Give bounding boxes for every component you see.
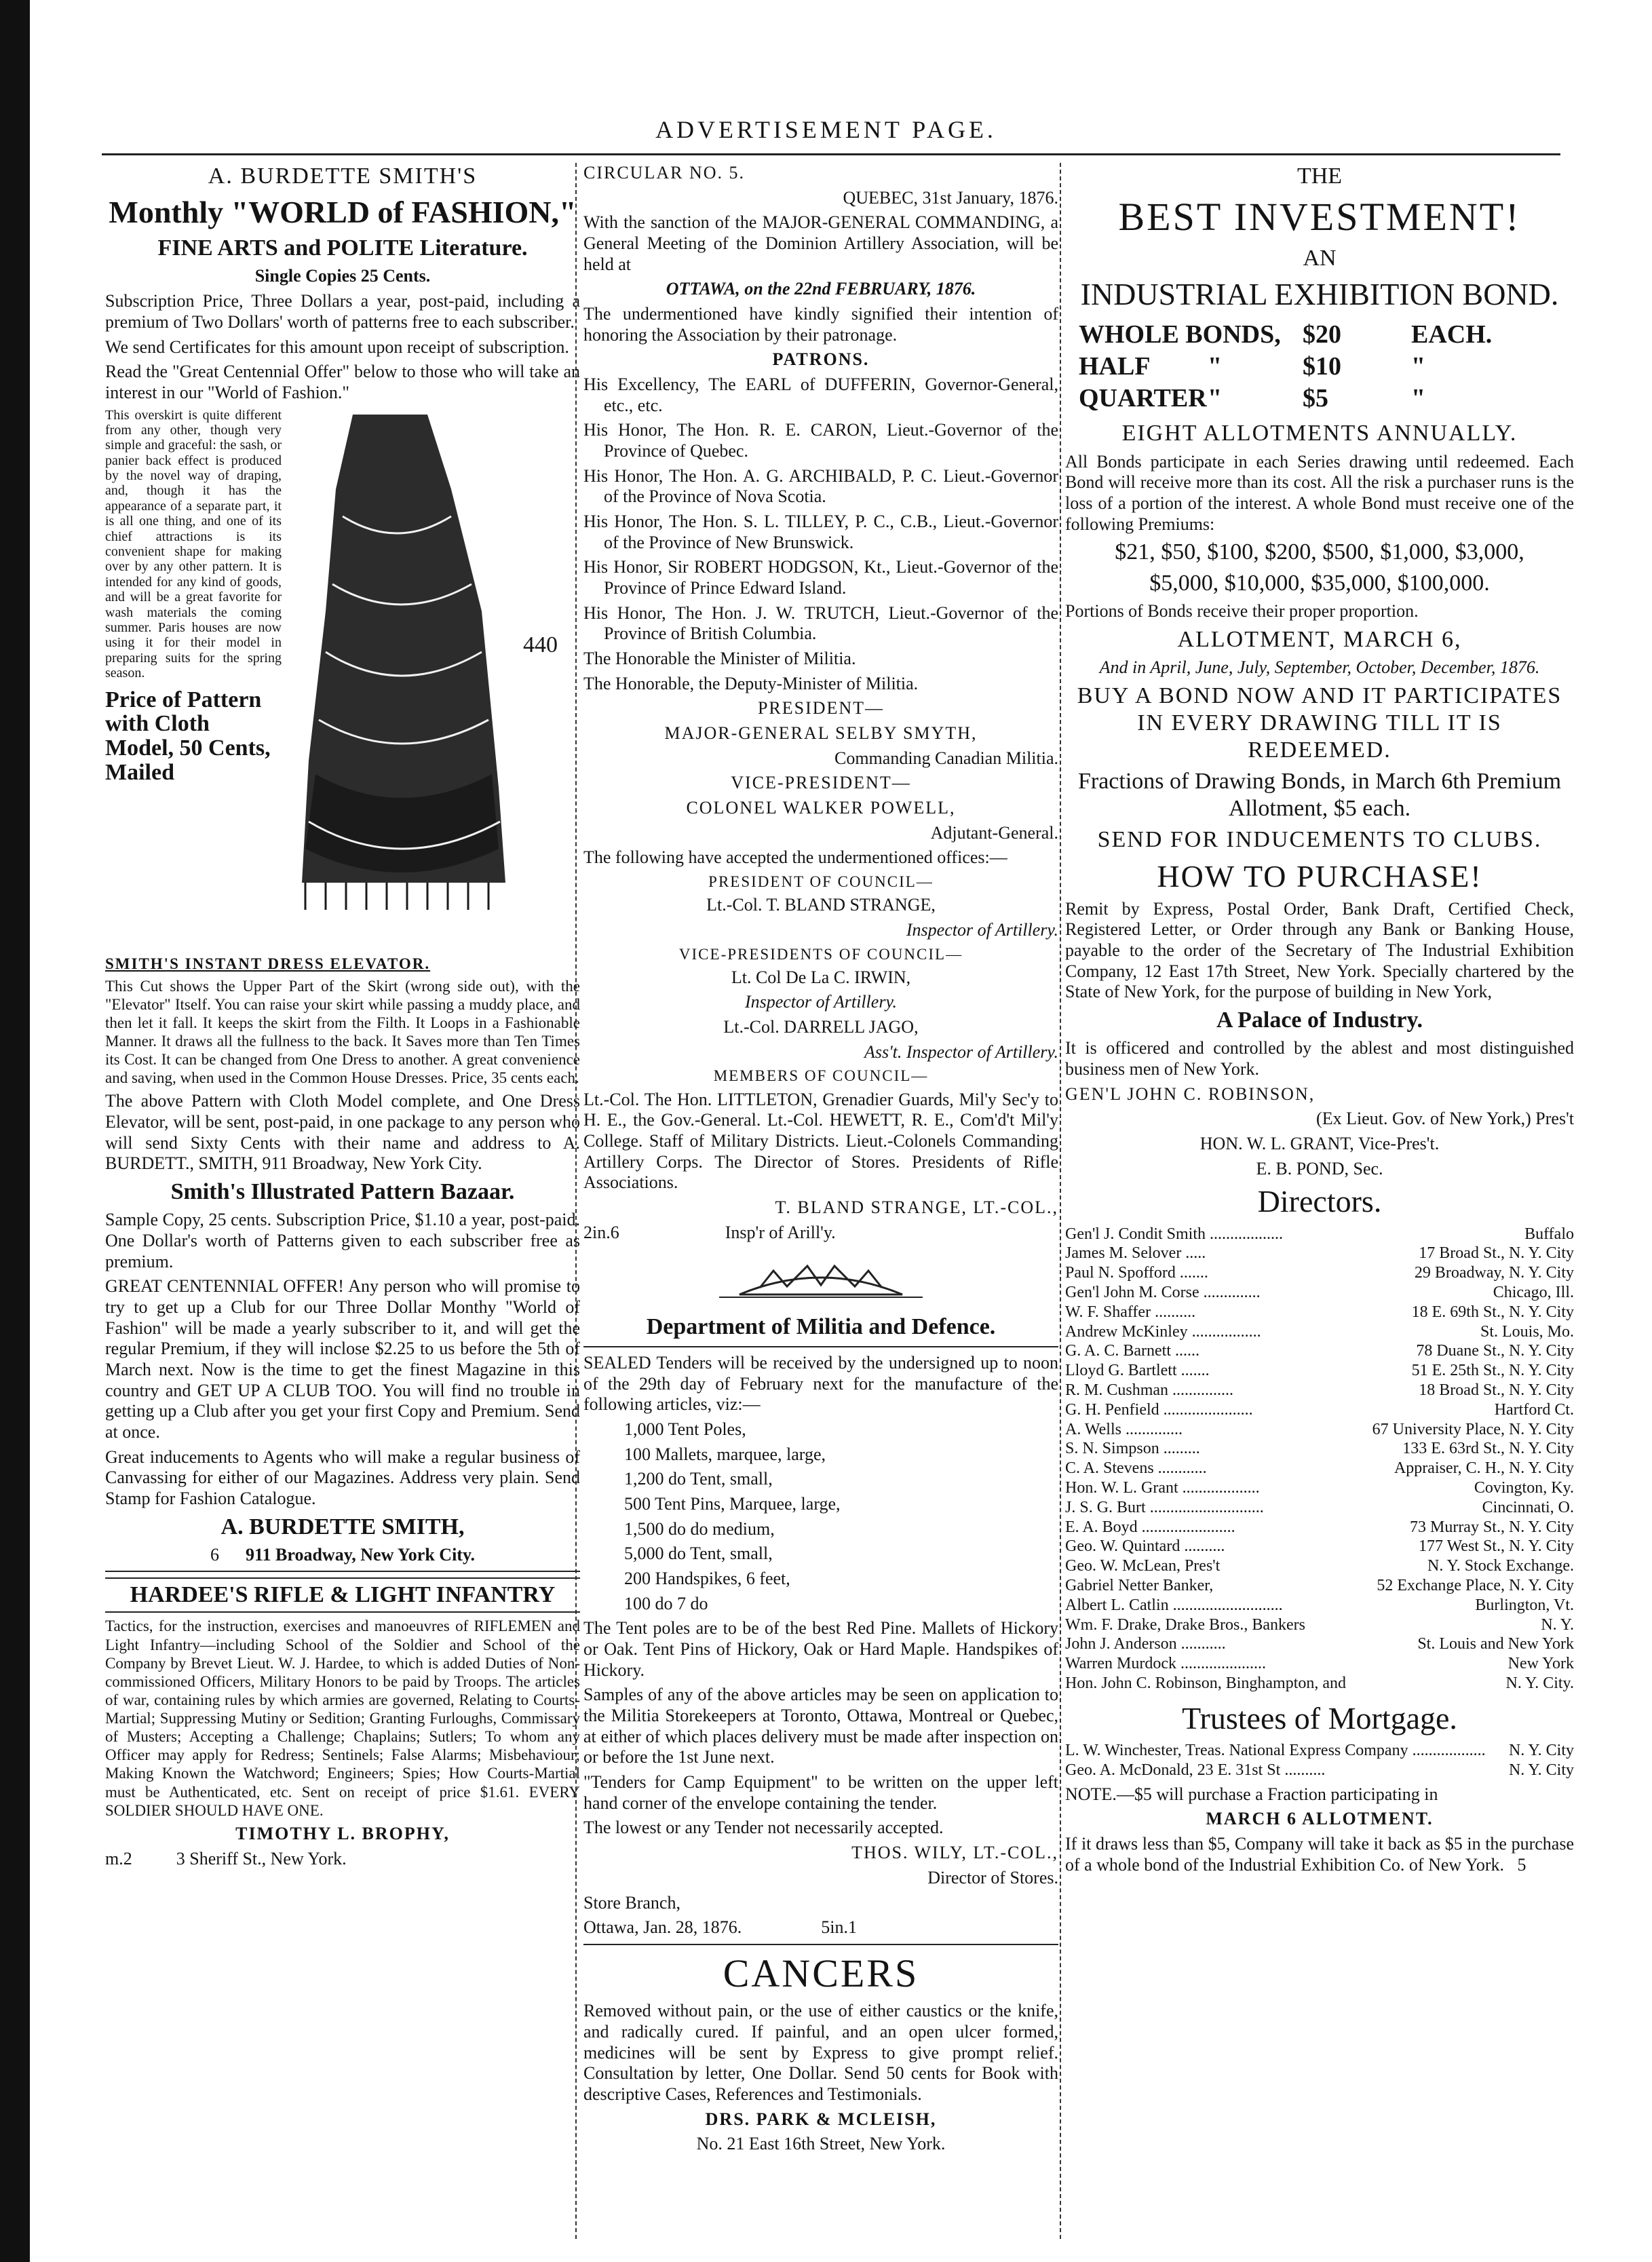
director-name: Wm. F. Drake, Drake Bros., Bankers [1065, 1615, 1305, 1634]
cancers-text: Removed without pain, or the use of either caustics or the knife, and radically cured. If painful, and an open ulcer formed, medicines will be sent by Express to give prompt relief. Consultation by letter, One Dollar. Send 50 cents for Book with descriptive Cases, References and Testimonials. [583, 2001, 1058, 2104]
brophy-line [105, 1849, 580, 1870]
patron-item: His Honor, The Hon. A. G. ARCHIBALD, P. C. Lieut.-Governor of the Province of Nova Scotia. [583, 465, 1058, 507]
director-place: 52 Exchange Place, N. Y. City [1377, 1576, 1574, 1594]
director-name: S. N. Simpson ......... [1065, 1440, 1200, 1458]
director-row [1065, 1381, 1574, 1400]
patron-item: The Honorable, the Deputy-Minister of Militia. [583, 673, 919, 693]
overskirt-description: This overskirt is quite different from any other, though very simple and graceful: the sash, or panier back effect is produced by the novel way of draping, and, though it has the appearance of a separate part, it is all one thing, and one of its chief attractions is its convenient shape for making over by any other pattern. It is intended for any kind of goods, and will be a great favorite for wash materials the coming summer. Paris houses are now using it for their model in preparing suits for the spring season. [105, 407, 282, 681]
director-place: 67 University Place, N. Y. City [1372, 1420, 1574, 1438]
members-council-heading: MEMBERS OF COUNCIL— [713, 1067, 929, 1085]
president-name: MAJOR-GENERAL SELBY SMYTH, [664, 723, 978, 744]
dress-text-block [105, 408, 282, 785]
director-name: Warren Murdock ..................... [1065, 1655, 1267, 1673]
director-place: Hartford Ct. [1494, 1400, 1574, 1419]
subscription-text-1: Subscription Price, Three Dollars a year, post-paid, including a premium of Two Dollars' worth of patterns free to each subscriber. [105, 291, 580, 332]
robinson-title: (Ex Lieut. Gov. of New York,) Pres't [1316, 1109, 1574, 1129]
director-name: G. A. C. Barnett ...... [1065, 1342, 1199, 1360]
president-title: Commanding Canadian Militia. [834, 748, 1058, 768]
bond-row [1079, 351, 1574, 382]
fractions-text: Fractions of Drawing Bonds, in March 6th Premium Allotment, $5 each. [1077, 769, 1562, 822]
draws-less-text [1065, 1834, 1574, 1875]
director-name: Geo. W. Quintard .......... [1065, 1537, 1225, 1556]
remit-text: Remit by Express, Postal Order, Bank Draft, Certified Check, Registered Letter, or Order through any Bank or Banking House, payable to the order of the Secretary of The Industrial Exhibition Company, 12 East 17th Street, New York. Specially chartered by the State of New York, for the purpose of building in New York, [1065, 898, 1574, 1002]
director-row [1065, 1420, 1574, 1440]
director-place: Covington, Ky. [1474, 1478, 1574, 1497]
header-rule [102, 153, 1560, 155]
director-place: 17 Broad St., N. Y. City [1419, 1244, 1574, 1263]
bond-price: $5 [1303, 383, 1328, 413]
monthly-title: Monthly "WORLD of FASHION," [109, 195, 577, 230]
directors-title: Directors. [1257, 1184, 1382, 1219]
strange-signature-line [583, 1223, 1058, 1244]
director-name: John J. Anderson ........... [1065, 1635, 1226, 1653]
director-name: J. S. G. Burt ............................ [1065, 1498, 1264, 1516]
bazaar-title: Smith's Illustrated Pattern Bazaar. [170, 1179, 515, 1205]
lowest-tender: The lowest or any Tender not necessarily accepted. [583, 1818, 944, 1838]
president-council-heading: PRESIDENT OF COUNCIL— [708, 873, 934, 891]
director-place: 18 Broad St., N. Y. City [1419, 1381, 1574, 1399]
ottawa-date: Ottawa, Jan. 28, 1876. [583, 1917, 742, 1938]
sanction-text: With the sanction of the MAJOR-GENERAL COMMANDING, a General Meeting of the Dominion Artillery Association, will be held at [583, 212, 1058, 274]
director-row [1065, 1537, 1574, 1556]
cancers-rule [583, 1944, 1058, 1945]
director-row [1065, 1322, 1574, 1342]
director-place: Buffalo [1524, 1225, 1574, 1243]
director-name: Paul N. Spofford ....... [1065, 1264, 1208, 1282]
vp-council-2-title: Ass't. Inspector of Artillery. [864, 1041, 1058, 1062]
tender-item: 100 do 7 do [624, 1593, 708, 1613]
president-council-name: Lt.-Col. T. BLAND STRANGE, [706, 895, 936, 915]
director-name: Geo. W. McLean, Pres't [1065, 1557, 1221, 1575]
send-inducements: SEND FOR INDUCEMENTS TO CLUBS. [1097, 827, 1542, 853]
park-mcleish: DRS. PARK & MCLEISH, [705, 2109, 937, 2129]
tender-item: 1,000 Tent Poles, [624, 1419, 746, 1440]
members-council-text: Lt.-Col. The Hon. LITTLETON, Grenadier Guards, Mil'y Sec'y to H. E., the Gov.-General. Lt.-Col. HEWETT, R. E., Com'd't Mil'y College. Staff of Military Districts. Lieut.-Colonels Commanding Artillery Corps. The Director of Stores. Presidents of Rifle Associations. [583, 1089, 1058, 1193]
director-place: 51 E. 25th St., N. Y. City [1411, 1362, 1574, 1380]
burdette-name: A. BURDETTE SMITH'S [208, 164, 478, 189]
militia-rule [583, 1346, 1058, 1347]
best-investment-title: BEST INVESTMENT! [1118, 195, 1521, 239]
director-name: Hon. W. L. Grant ................... [1065, 1478, 1260, 1497]
trustees-title: Trustees of Mortgage. [1182, 1700, 1457, 1736]
director-name: A. Wells .............. [1065, 1420, 1183, 1438]
tender-item: 100 Mallets, marquee, large, [624, 1444, 826, 1464]
bond-unit: EACH. [1411, 320, 1493, 349]
page-header: ADVERTISEMENT PAGE. [655, 116, 997, 143]
director-place: 29 Broadway, N. Y. City [1414, 1264, 1574, 1282]
brophy-code: m.2 [105, 1848, 132, 1868]
director-row [1065, 1576, 1574, 1596]
director-place: New York [1507, 1655, 1574, 1673]
scan-edge-bar [0, 0, 30, 2262]
patron-item: His Honor, Sir ROBERT HODGSON, Kt., Lieut.-Governor of the Province of Prince Edward Island. [583, 557, 1058, 598]
vice-president-title: Adjutant-General. [930, 822, 1058, 843]
director-row [1065, 1225, 1574, 1244]
tender-item: 200 Handspikes, 6 feet, [624, 1569, 790, 1589]
eight-allotments: EIGHT ALLOTMENTS ANNUALLY. [1121, 421, 1518, 446]
director-name: Hon. John C. Robinson, Binghampton, and [1065, 1674, 1347, 1692]
column-militia [583, 163, 1058, 2259]
elevator-heading: SMITH'S INSTANT DRESS ELEVATOR. [105, 955, 431, 972]
director-place: 18 E. 69th St., N. Y. City [1411, 1303, 1574, 1321]
dress-advert [105, 408, 580, 951]
bond-row [1079, 320, 1574, 350]
the-line: THE [1296, 164, 1343, 189]
bond-label: QUARTER [1079, 383, 1207, 413]
director-row [1065, 1634, 1574, 1654]
director-row [1065, 1341, 1574, 1361]
march6-allotment: MARCH 6 ALLOTMENT. [1206, 1809, 1434, 1829]
director-row [1065, 1498, 1574, 1518]
brophy-name: TIMOTHY L. BROPHY, [235, 1823, 450, 1843]
page-number: 5 [1517, 1854, 1526, 1875]
how-to-purchase: HOW TO PURCHASE! [1157, 858, 1482, 894]
hardee-text: Tactics, for the instruction, exercises and manoeuvres of RIFLEMEN and Light Infantry—including School of the Soldier and School of the Company by Brevet Lieut. W. J. Hardee, to which is added Duties of Non-commissioned Officers, Military Honors to be paid by Troops. The articles of war, containing rules by which armies are governed, Relating to Courts-Martial; Suppressing Mutiny or Sedition; Granting Furloughs, Commissary of Musters; Accepting a Challenge; Chaplains; Sutlers; To whom any Officer may apply for Redress; Sentinels; False Alarms; Misbehaviour; Making Known the Watchword; Engineers; Spies; How Courts-Martial must be Authenticated, etc. Sent on receipt of price $1.61. EVERY SOLDIER SHOULD HAVE ONE. [105, 1617, 580, 1819]
vp-council-1-title: Inspector of Artillery. [744, 992, 898, 1012]
circular-date: QUEBEC, 31st January, 1876. [843, 187, 1058, 208]
trustees-list [1065, 1741, 1574, 1780]
signature-number: 6 [210, 1544, 219, 1565]
patron-item: The Honorable the Minister of Militia. [583, 649, 856, 669]
an-line: AN [1303, 245, 1337, 271]
overskirt-illustration [288, 408, 512, 951]
tenders-note: "Tenders for Camp Equipment" to be written on the upper left hand corner of the envelope containing the tender. [583, 1772, 1058, 1813]
director-row [1065, 1303, 1574, 1322]
ottawa-date-line [583, 1917, 1058, 1938]
director-place: 133 E. 63rd St., N. Y. City [1402, 1440, 1574, 1458]
allotment-march: ALLOTMENT, MARCH 6, [1177, 627, 1462, 653]
director-name: Gabriel Netter Banker, [1065, 1576, 1214, 1594]
single-copies: Single Copies 25 Cents. [254, 266, 431, 286]
april-schedule: And in April, June, July, September, October, December, 1876. [1099, 657, 1540, 678]
premiums-line-1: $21, $50, $100, $200, $500, $1,000, $3,000, [1115, 539, 1524, 565]
cancers-title: CANCERS [723, 1951, 919, 1995]
director-place: 78 Duane St., N. Y. City [1416, 1342, 1574, 1360]
director-place: N. Y. Stock Exchange. [1427, 1557, 1574, 1575]
draws-less: If it draws less than $5, Company will take it back as $5 in the purchase of a whole bond of the Industrial Exhibition Co. of New York. [1065, 1833, 1574, 1875]
tender-item: 1,500 do do medium, [624, 1518, 775, 1539]
vice-president-heading: VICE-PRESIDENT— [731, 773, 911, 793]
price-of-pattern: Price of Pattern with Cloth Model, 50 Cents, Mailed [105, 687, 271, 785]
wily-title: Director of Stores. [927, 1867, 1058, 1887]
bond-price: $10 [1303, 351, 1341, 381]
director-row [1065, 1615, 1574, 1635]
bond-unit: " [1411, 351, 1426, 381]
vice-president-name: COLONEL WALKER POWELL, [686, 798, 956, 818]
industrial-bond-title: INDUSTRIAL EXHIBITION BOND. [1080, 276, 1559, 311]
trustee-row [1065, 1741, 1574, 1761]
patron-item: His Honor, The Hon. R. E. CARON, Lieut.-Governor of the Province of Quebec. [583, 420, 1058, 461]
subscription-text-2: We send Certificates for this amount upon receipt of subscription. [105, 337, 569, 357]
signature-name: A. BURDETTE SMITH, [220, 1514, 465, 1539]
director-place: N. Y. City. [1505, 1674, 1574, 1692]
bond-row [1079, 383, 1574, 414]
director-place: 177 West St., N. Y. City [1419, 1537, 1574, 1556]
signature-address: 911 Broadway, New York City. [245, 1544, 476, 1565]
director-place: St. Louis, Mo. [1480, 1322, 1574, 1341]
vp-council-2-name: Lt.-Col. DARRELL JAGO, [723, 1017, 919, 1037]
director-name: C. A. Stevens ............ [1065, 1459, 1207, 1478]
director-place: Chicago, Ill. [1493, 1283, 1574, 1301]
park-address: No. 21 East 16th Street, New York. [696, 2134, 946, 2154]
director-row [1065, 1654, 1574, 1674]
centennial-offer: GREAT CENTENNIAL OFFER! Any person who will promise to try to get up a Club for our Three Dollar Monthy "World of Fashion" will be made a yearly subscriber to it, and will get the regular Premium, if they will inclose $2.25 to us before the 5th of March next. Now is the time to get the finest Magazine in this country and GET UP A CLUB TOO. You will find no trouble in getting up a Club after you get your first Copy and Premium. Send at once. [105, 1276, 580, 1442]
director-row [1065, 1674, 1574, 1693]
bazaar-text: Sample Copy, 25 cents. Subscription Price, $1.10 a year, post-paid. One Dollar's worth of Patterns given to each subscriber free as premium. [105, 1210, 580, 1271]
patron-item: His Honor, The Hon. J. W. TRUTCH, Lieut.-Governor of the Province of British Columbia. [583, 602, 1058, 644]
vp-council-1-name: Lt. Col De La C. IRWIN, [731, 967, 911, 987]
crown-ornament [583, 1247, 1058, 1308]
trustee-place: N. Y. City [1508, 1761, 1574, 1779]
director-name: Lloyd G. Bartlett ....... [1065, 1362, 1210, 1380]
brophy-address: 3 Sheriff St., New York. [176, 1848, 347, 1868]
column-fashion [105, 163, 580, 2259]
fine-arts-line: FINE ARTS and POLITE Literature. [157, 235, 528, 261]
portions-text: Portions of Bonds receive their proper proportion. [1065, 601, 1419, 621]
pattern-offer: The above Pattern with Cloth Model complete, and One Dress Elevator, will be sent, post-paid, in one package to any person who will send Sixty Cents with their name and address to A. BURDETT., SMITH, 911 Broadway, New York City. [105, 1091, 580, 1174]
wily-name: THOS. WILY, LT.-COL., [851, 1843, 1058, 1863]
director-row [1065, 1283, 1574, 1303]
bond-unit: " [1411, 383, 1426, 413]
strange-title: Insp'r of Arill'y. [725, 1222, 836, 1242]
director-place: Appraiser, C. H., N. Y. City [1394, 1459, 1574, 1478]
note-text: NOTE.—$5 will purchase a Fraction participating in [1065, 1784, 1438, 1804]
bond-label: WHOLE BONDS, [1079, 320, 1281, 349]
director-name: E. A. Boyd ....................... [1065, 1518, 1235, 1536]
director-row [1065, 1556, 1574, 1576]
pond-line: E. B. POND, Sec. [1256, 1158, 1383, 1178]
patron-item: His Honor, The Hon. S. L. TILLEY, P. C., C.B., Lieut.-Governor of the Province of New Brunswick. [583, 512, 1058, 552]
column-investment [1065, 163, 1574, 2259]
hardee-title: HARDEE'S RIFLE & LIGHT INFANTRY [105, 1577, 580, 1613]
tent-poles-text: The Tent poles are to be of the best Red Pine. Mallets of Hickory or Oak. Tent Pins of Hickory, Oak or Hard Maple. Handspikes of Hickory. [583, 1618, 1058, 1680]
trustee-name: Geo. A. McDonald, 23 E. 31st St .......... [1065, 1761, 1326, 1779]
samples-text: Samples of any of the above articles may be seen on application to the Militia Storekeepers at Toronto, Ottawa, Montreal or Quebec, at either of which places delivery must be made after inspection on or before the 1st June next. [583, 1685, 1058, 1767]
section-rule [105, 1571, 580, 1572]
trustee-row [1065, 1761, 1574, 1780]
director-place: 73 Murray St., N. Y. City [1409, 1518, 1574, 1536]
director-name: Gen'l J. Condit Smith .................. [1065, 1225, 1284, 1243]
director-name: R. M. Cushman ............... [1065, 1381, 1234, 1399]
director-name: G. H. Penfield ...................... [1065, 1400, 1253, 1419]
store-branch: Store Branch, [583, 1892, 680, 1913]
director-row [1065, 1361, 1574, 1381]
director-row [1065, 1400, 1574, 1420]
bond-ditto: " [1208, 351, 1223, 381]
president-council-title: Inspector of Artillery. [906, 919, 1058, 940]
director-place: St. Louis and New York [1417, 1635, 1574, 1653]
patron-item: His Excellency, The EARL of DUFFERIN, Governor-General, etc., etc. [583, 375, 1058, 415]
tender-item: 500 Tent Pins, Marquee, large, [624, 1494, 841, 1514]
column-divider-2 [1060, 163, 1061, 2239]
circular-number: CIRCULAR NO. 5. [583, 163, 746, 183]
undermentioned-text: The undermentioned have kindly signified their intention of honoring the Association by their patronage. [583, 304, 1058, 345]
director-row [1065, 1478, 1574, 1498]
ottawa-meeting: OTTAWA, on the 22nd FEBRUARY, 1876. [666, 279, 976, 299]
director-name: James M. Selover ..... [1065, 1244, 1206, 1263]
strange-code: 2in.6 [583, 1222, 619, 1242]
trustee-place: N. Y. City [1508, 1741, 1574, 1759]
director-name: Albert L. Catlin ........................... [1065, 1596, 1283, 1614]
director-name: Andrew McKinley ................. [1065, 1322, 1261, 1341]
premiums-line-2: $5,000, $10,000, $35,000, $100,000. [1149, 571, 1490, 596]
pattern-number: 440 [523, 632, 558, 657]
trustee-name: L. W. Winchester, Treas. National Express Company .................. [1065, 1741, 1486, 1759]
officered-text: It is officered and controlled by the ablest and most distinguished business men of New York. [1065, 1038, 1574, 1079]
bond-price: $20 [1303, 320, 1341, 349]
palace-of-industry: A Palace of Industry. [1216, 1008, 1423, 1033]
vice-presidents-council-heading: VICE-PRESIDENTS OF COUNCIL— [678, 945, 963, 963]
tender-item: 5,000 do Tent, small, [624, 1544, 773, 1564]
director-row [1065, 1439, 1574, 1459]
bond-label: HALF [1079, 351, 1151, 381]
robinson-name: GEN'L JOHN C. ROBINSON, [1065, 1084, 1315, 1104]
director-row [1065, 1518, 1574, 1537]
director-place: Cincinnati, O. [1482, 1498, 1574, 1516]
agents-text: Great inducements to Agents who will make a regular business of Canvassing for either of our Magazines. Address very plain. Send Stamp for Fashion Catalogue. [105, 1446, 580, 1508]
subscription-text-3: Read the "Great Centennial Offer" below to those who will take an interest in our "World of Fashion." [105, 362, 580, 402]
accepted-offices: The following have accepted the undermentioned offices:— [583, 847, 1007, 868]
elevator-text: This Cut shows the Upper Part of the Skirt (wrong side out), with the "Elevator" Itself. You can raise your skirt while passing a muddy place, and then let it fall. It keeps the skirt from the Filth. It Loops in a Fashionable Manner. It draws all the fullness to the back. It Saves more than Ten Times its Cost. It can be changed from One Dress to another. A great convenience and saving, when used in the Common House Dresses. Price, 35 cents each. [105, 977, 580, 1087]
patrons-heading: PATRONS. [772, 349, 870, 370]
director-place: Burlington, Vt. [1475, 1596, 1574, 1614]
bond-rules: All Bonds participate in each Series drawing until redeemed. Each Bond will receive more than its cost. All the risk a purchaser runs is the loss of a portion of the interest. A whole Bond must receive one of the following Premiums: [1065, 451, 1574, 534]
director-row [1065, 1596, 1574, 1615]
signature-line [105, 1545, 580, 1566]
director-name: Gen'l John M. Corse .............. [1065, 1283, 1261, 1301]
bond-ditto: " [1208, 383, 1223, 413]
director-row [1065, 1263, 1574, 1283]
tender-items [583, 1419, 1058, 1614]
director-row [1065, 1244, 1574, 1263]
grant-line: HON. W. L. GRANT, Vice-Pres't. [1199, 1133, 1440, 1153]
directors-list [1065, 1225, 1574, 1693]
ottawa-code: 5in.1 [821, 1917, 857, 1938]
tender-item: 1,200 do Tent, small, [624, 1469, 773, 1489]
president-heading: PRESIDENT— [757, 698, 885, 718]
strange-signature: T. BLAND STRANGE, LT.-COL., [775, 1197, 1058, 1217]
sealed-tenders: SEALED Tenders will be received by the undersigned up to noon of the 29th day of February next for the manufacture of the following articles, viz:— [583, 1353, 1058, 1415]
militia-department-title: Department of Militia and Defence. [646, 1314, 996, 1339]
director-name: W. F. Shaffer .......... [1065, 1303, 1196, 1321]
buy-bond-now: BUY A BOND NOW AND IT PARTICIPATES IN EVERY DRAWING TILL IT IS REDEEMED. [1077, 683, 1562, 763]
director-row [1065, 1459, 1574, 1478]
director-place: N. Y. [1541, 1615, 1574, 1634]
patrons-list [583, 375, 1058, 694]
bond-price-table [1079, 320, 1574, 413]
